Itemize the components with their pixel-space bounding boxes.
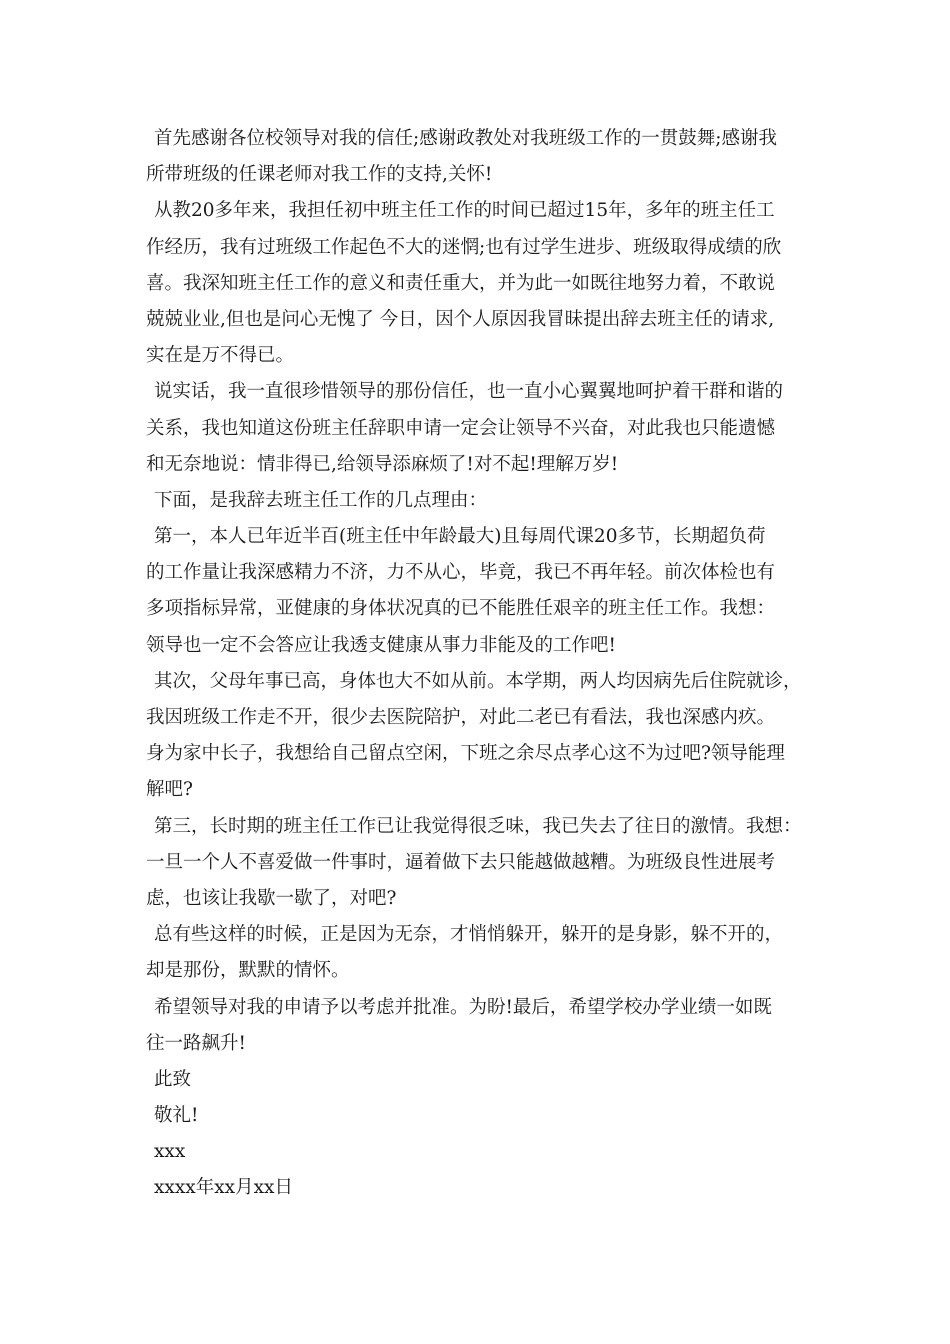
- text-line: 领导也一定不会答应让我透支健康从事力非能及的工作吧!: [146, 634, 616, 656]
- text-line: 的工作量让我深感精力不济，力不从心，毕竟，我已不再年轻。前次体检也有: [146, 562, 776, 584]
- text-line: 虑，也该让我歇一歇了，对吧?: [146, 887, 397, 909]
- closing-regards: 敬礼!: [154, 1105, 199, 1127]
- signature-name: xxx: [154, 1141, 186, 1163]
- text-line: 希望领导对我的申请予以考虑并批准。为盼!最后，希望学校办学业绩一如既: [154, 996, 772, 1018]
- text-line: 作经历，我有过班级工作起色不大的迷惘;也有过学生进步、班级取得成绩的欣: [146, 236, 782, 258]
- text-line: 往一路飙升!: [146, 1032, 246, 1054]
- text-line: 和无奈地说：情非得已,给领导添麻烦了!对不起!理解万岁!: [146, 453, 619, 475]
- closing-salutation: 此致: [154, 1068, 192, 1090]
- text-line: 多项指标异常，亚健康的身体状况真的已不能胜任艰辛的班主任工作。我想：: [146, 598, 776, 620]
- text-line: 总有些这样的时候，正是因为无奈，才悄悄躲开，躲开的是身影，躲不开的，: [154, 924, 784, 946]
- text-line: 关系，我也知道这份班主任辞职申请一定会让领导不兴奋，对此我也只能遗憾: [146, 417, 776, 439]
- letter-body: [146, 121, 816, 1207]
- text-line: 一旦一个人不喜爱做一件事时，逼着做下去只能越做越糟。为班级良性进展考: [146, 851, 776, 873]
- text-line: 却是那份，默默的情怀。: [146, 960, 350, 982]
- text-line: 所带班级的任课老师对我工作的支持,关怀!: [146, 164, 493, 186]
- text-line: 身为家中长子，我想给自己留点空闲，下班之余尽点孝心这不为过吧?领导能理: [146, 743, 785, 765]
- text-line: 解吧?: [146, 779, 193, 801]
- signature-date: xxxx年xx月xx日: [154, 1177, 293, 1199]
- text-line: 喜。我深知班主任工作的意义和责任重大，并为此一如既往地努力着，不敢说: [146, 272, 776, 294]
- text-line: 下面，是我辞去班主任工作的几点理由：: [154, 489, 488, 511]
- text-line: 首先感谢各位校领导对我的信任;感谢政教处对我班级工作的一贯鼓舞;感谢我: [154, 128, 777, 149]
- text-line: 兢兢业业,但也是问心无愧了 今日，因个人原因我冒昧提出辞去班主任的请求,: [146, 308, 775, 330]
- text-line: 从教20多年来，我担任初中班主任工作的时间已超过15年，多年的班主任工: [154, 200, 775, 222]
- text-line: 第一，本人已年近半百(班主任中年龄最大)且每周代课20多节，长期超负荷: [154, 526, 766, 548]
- text-line: 说实话，我一直很珍惜领导的那份信任，也一直小心翼翼地呵护着干群和谐的: [154, 381, 784, 403]
- text-line: 第三，长时期的班主任工作已让我觉得很乏味，我已失去了往日的激情。我想：: [154, 815, 802, 837]
- text-line: 我因班级工作走不开，很少去医院陪护，对此二老已有看法，我也深感内疚。: [146, 707, 776, 728]
- text-line: 其次，父母年事已高，身体也大不如从前。本学期，两人均因病先后住院就诊，: [154, 670, 802, 692]
- text-line: 实在是万不得已。: [146, 345, 295, 367]
